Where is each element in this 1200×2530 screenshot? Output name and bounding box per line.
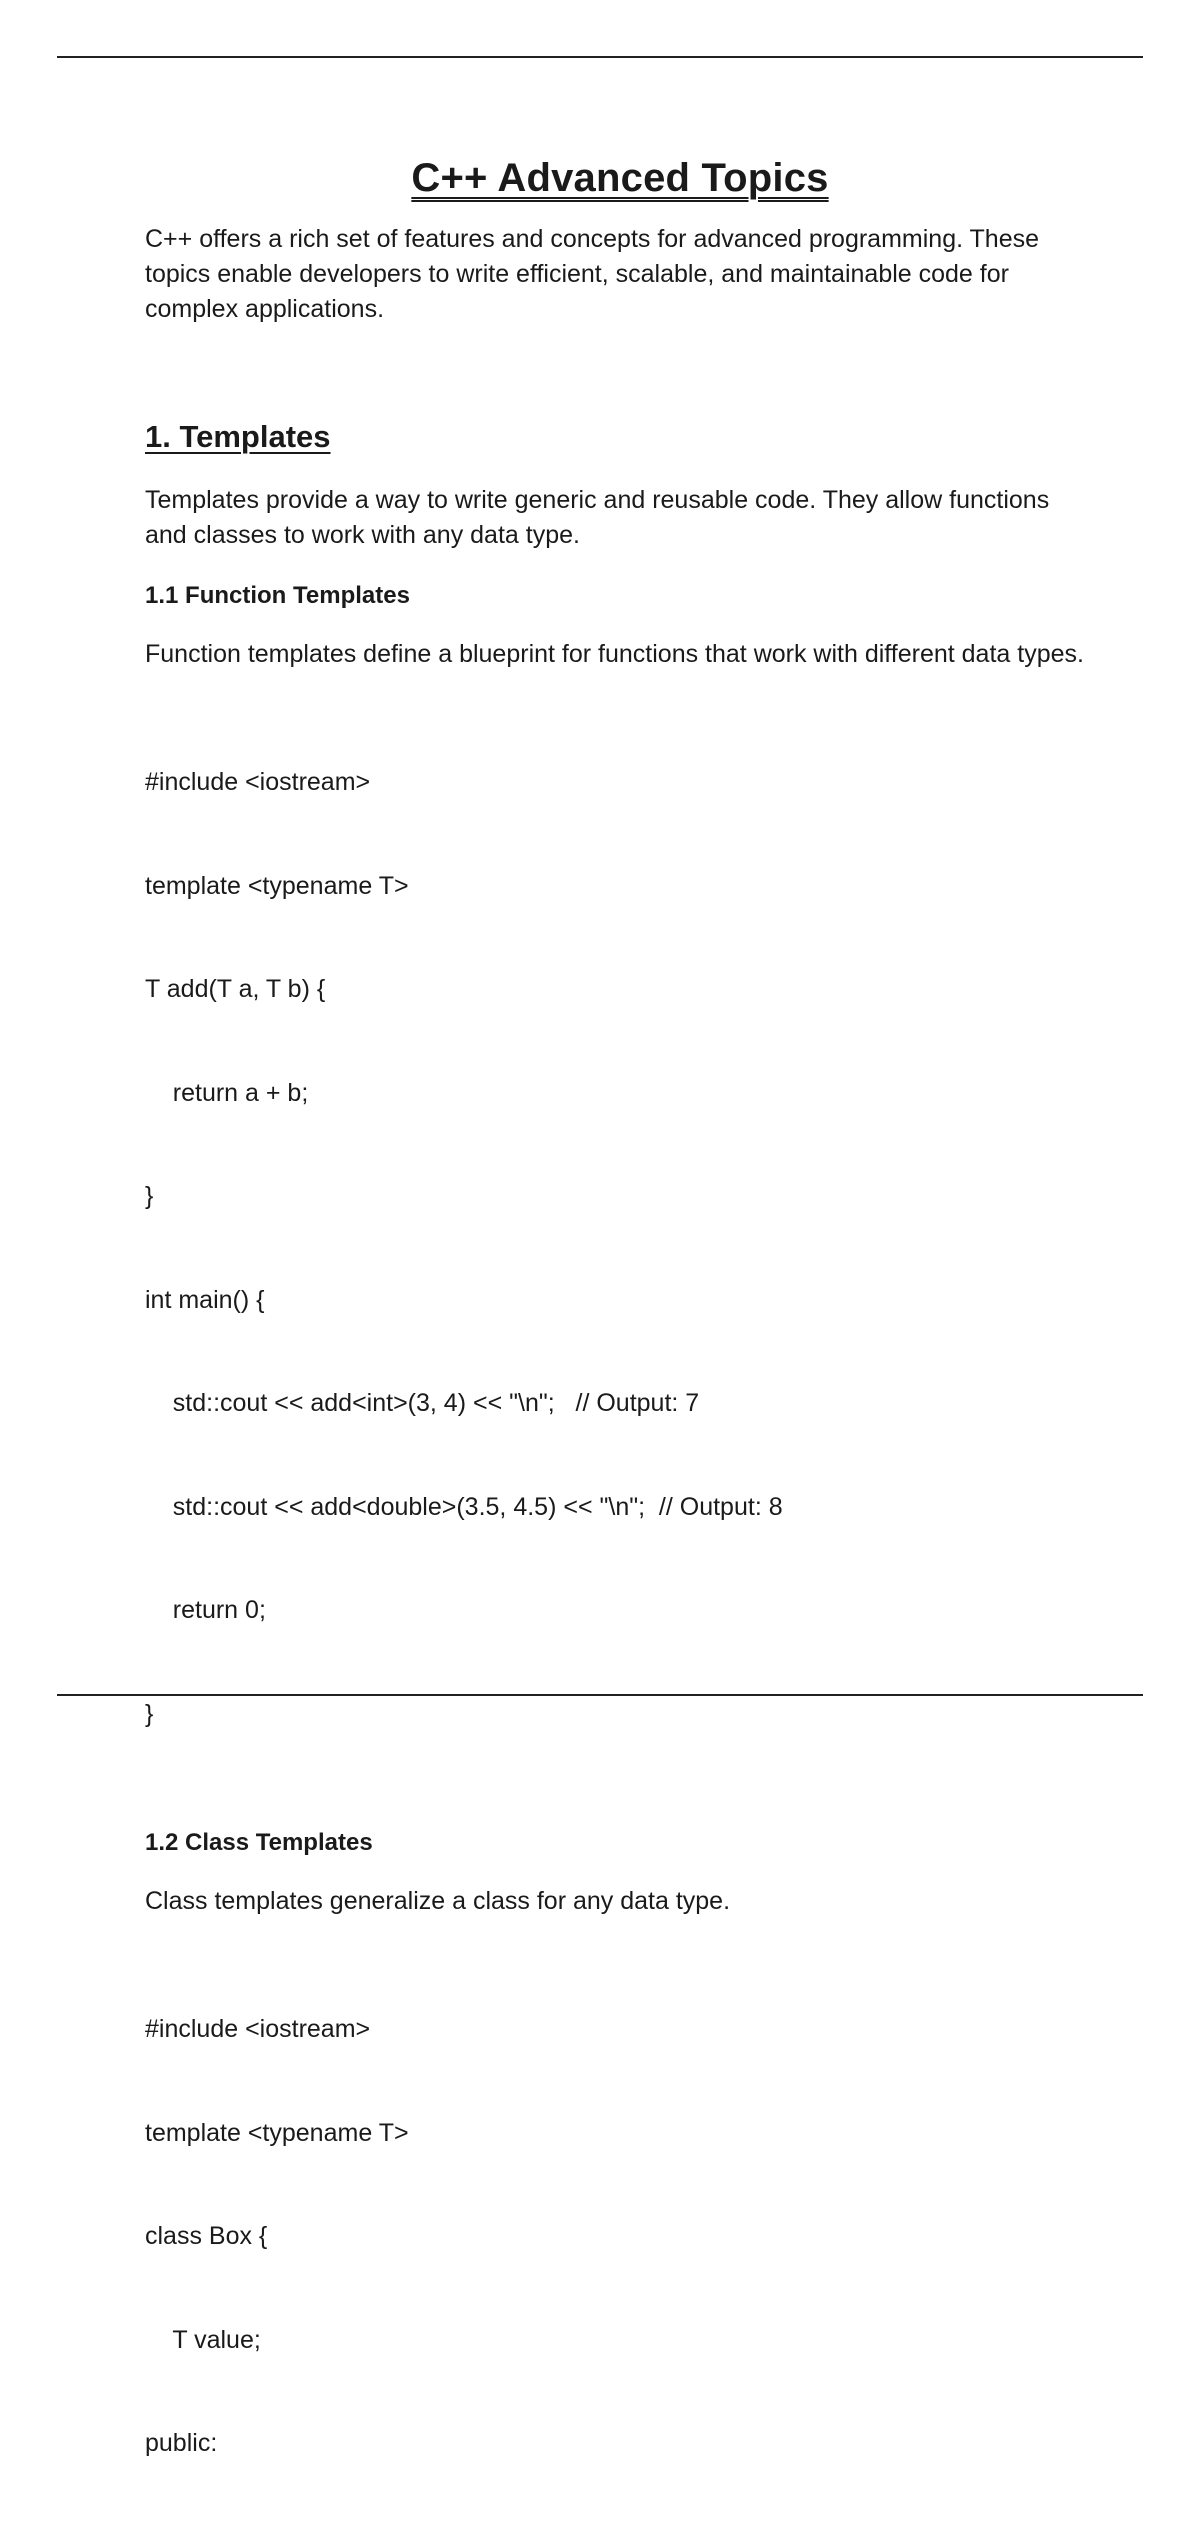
- class-templates-paragraph: Class templates generalize a class for any data type.: [145, 1887, 731, 1915]
- code-line: T value;: [145, 2325, 261, 2354]
- subsection-heading-class-templates: 1.2 Class Templates: [145, 1829, 373, 1856]
- function-templates-paragraph: Function templates define a blueprint for functions that work with different data types.: [145, 640, 1084, 668]
- code-line: }: [145, 1699, 154, 1728]
- intro-paragraph: C++ offers a rich set of features and concepts for advanced programming. These topics enable developers to write efficient, scalable, and maintainable code for complex applications.: [145, 225, 1040, 323]
- code-block-class-template: [145, 1943, 1095, 2530]
- code-line: #include <iostream>: [145, 768, 371, 796]
- code-line: class Box {: [145, 2222, 268, 2250]
- document-title: C++ Advanced Topics: [411, 156, 829, 200]
- code-line: return 0;: [145, 1596, 266, 1624]
- code-block-function-template: [145, 696, 1095, 1800]
- code-line: T add(T a, T b) {: [145, 975, 326, 1003]
- code-line: std::cout << add<int>(3, 4) << "\n"; // Output: 7: [145, 1389, 700, 1417]
- header-rule: [57, 56, 1143, 58]
- subsection-heading-function-templates: 1.1 Function Templates: [145, 582, 410, 609]
- code-line: public:: [145, 2429, 218, 2457]
- section-heading-templates: 1. Templates: [145, 419, 331, 454]
- templates-paragraph: Templates provide a way to write generic and reusable code. They allow functions and classes to work with any data type.: [145, 486, 1050, 549]
- code-line: int main() {: [145, 1285, 265, 1314]
- code-line: template <typename T>: [145, 2118, 409, 2147]
- code-line: }: [145, 1182, 154, 1210]
- code-line: #include <iostream>: [145, 2015, 371, 2043]
- footer-rule: [57, 1694, 1143, 1696]
- code-line: template <typename T>: [145, 871, 409, 900]
- code-line: std::cout << add<double>(3.5, 4.5) << "\n"; // Output: 8: [145, 1492, 783, 1521]
- document-page: [145, 140, 1095, 2530]
- code-line: return a + b;: [145, 1078, 309, 1107]
